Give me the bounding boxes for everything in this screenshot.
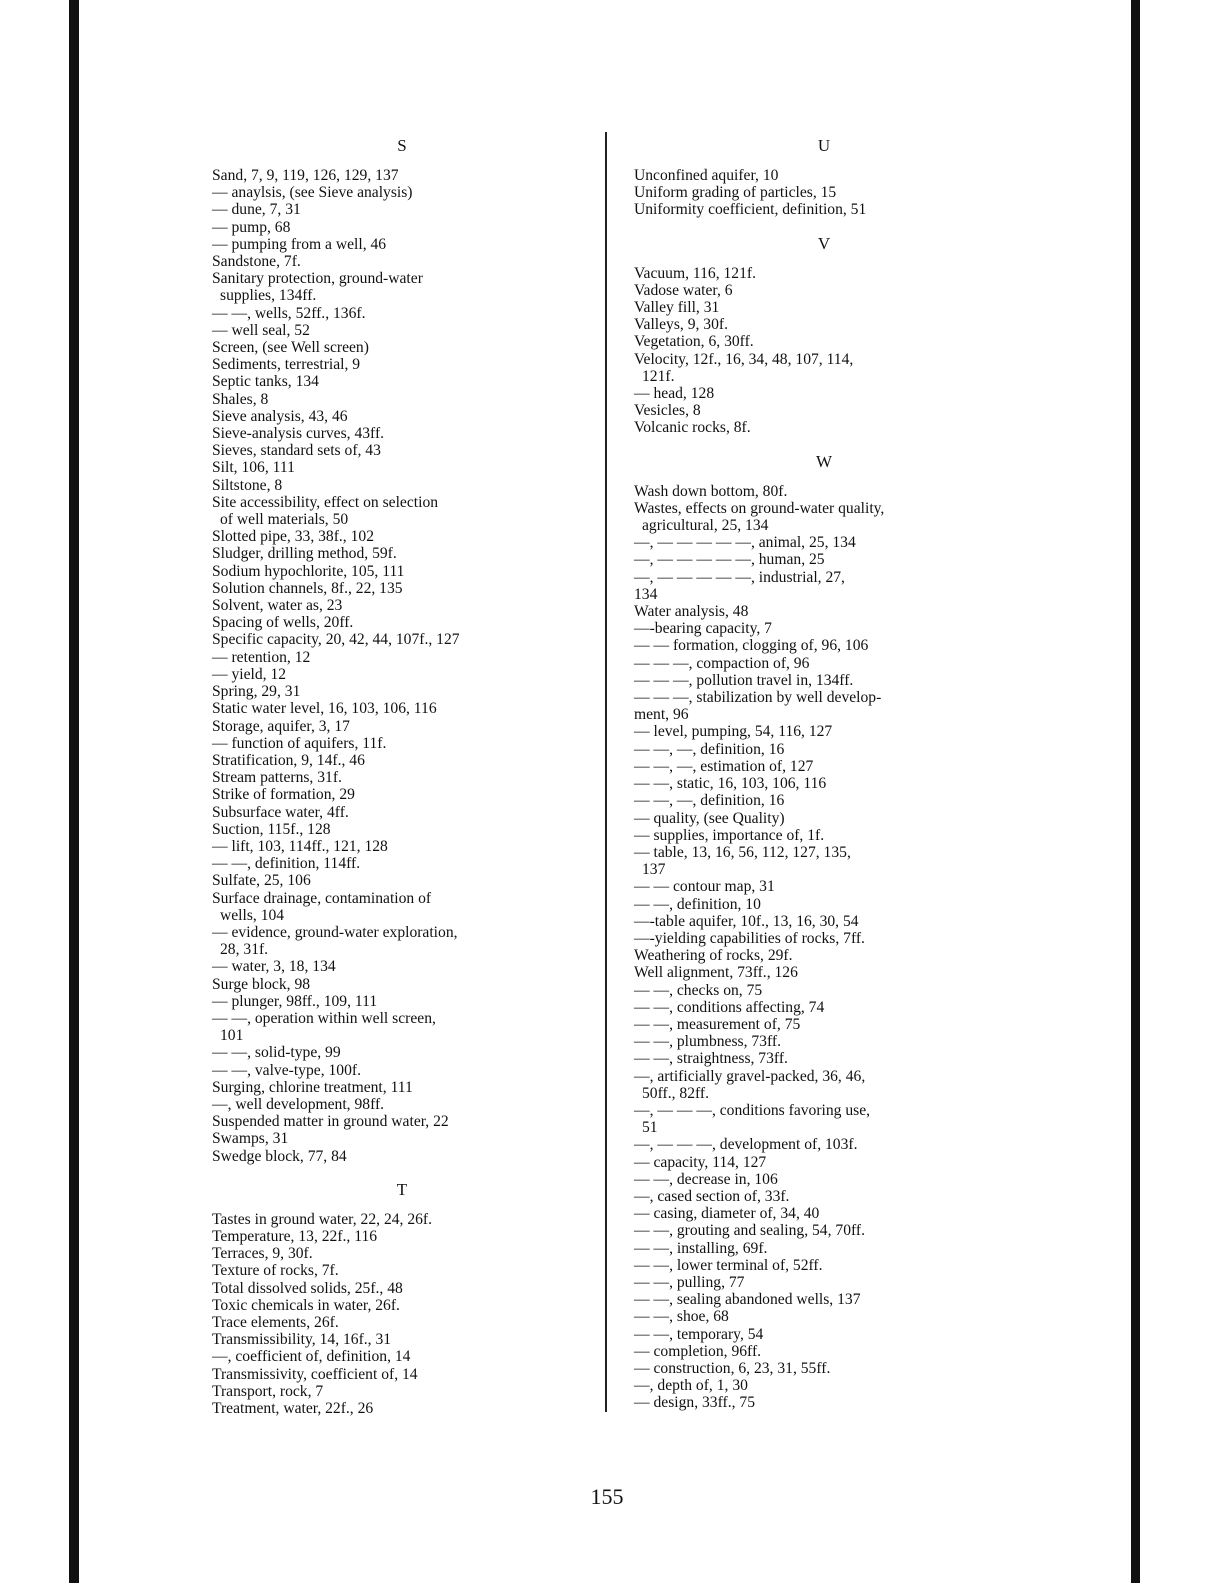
index-entry: — —, grouting and sealing, 54, 70ff. <box>634 1222 865 1240</box>
index-entry: Transmissibility, 14, 16f., 31 <box>212 1331 392 1349</box>
index-entry: — —, —, definition, 16 <box>634 792 785 810</box>
index-entry: — — formation, clogging of, 96, 106 <box>634 637 869 655</box>
index-entry: Valley fill, 31 <box>634 299 720 317</box>
index-entry: Suspended matter in ground water, 22 <box>212 1113 449 1131</box>
index-entry: Sand, 7, 9, 119, 126, 129, 137 <box>212 167 399 184</box>
index-entry: Tastes in ground water, 22, 24, 26f. <box>212 1210 433 1228</box>
index-entry: —-yielding capabilities of rocks, 7ff. <box>634 929 865 947</box>
index-entry: Total dissolved solids, 25f., 48 <box>212 1279 403 1297</box>
index-column-right <box>634 135 1014 1412</box>
index-column-left <box>212 135 592 1417</box>
index-entry: — —, operation within well screen, <box>212 1009 436 1027</box>
index-entry-continuation: 137 <box>642 861 666 879</box>
index-entry: — —, —, estimation of, 127 <box>634 757 814 775</box>
index-entry: —, — — — — —, human, 25 <box>634 551 825 569</box>
index-entry: — —, straightness, 73ff. <box>634 1050 788 1068</box>
index-entry: — water, 3, 18, 134 <box>212 958 336 976</box>
index-entry: Siltstone, 8 <box>212 476 283 494</box>
index-entry: Sodium hypochlorite, 105, 111 <box>212 562 405 580</box>
index-entry: Shales, 8 <box>212 390 269 408</box>
index-entry: — supplies, importance of, 1f. <box>634 826 825 844</box>
index-entry: — —, definition, 114ff. <box>212 855 361 873</box>
index-entry: — completion, 96ff. <box>634 1342 762 1360</box>
section-letter: T <box>396 1179 408 1199</box>
index-entry: — —, static, 16, 103, 106, 116 <box>634 775 827 793</box>
index-entry: — —, decrease in, 106 <box>634 1170 778 1188</box>
index-entry: —, well development, 98ff. <box>212 1095 385 1113</box>
index-entry: — —, definition, 10 <box>634 895 761 913</box>
index-entry: Surface drainage, contamination of <box>212 889 432 907</box>
section-letter: S <box>397 136 407 155</box>
index-entry: Sludger, drilling method, 59f. <box>212 545 397 563</box>
index-entry: — yield, 12 <box>212 665 287 683</box>
index-entry: — head, 128 <box>634 385 715 403</box>
index-entry: Sulfate, 25, 106 <box>212 872 311 890</box>
index-entry: Stream patterns, 31f. <box>212 769 342 787</box>
index-entry: Water analysis, 48 <box>634 603 749 621</box>
section-letter: U <box>817 136 831 155</box>
index-entry: —, — — —, conditions favoring use, <box>634 1101 871 1119</box>
index-entry: Swamps, 31 <box>212 1130 289 1148</box>
index-entry: —, — — — — —, animal, 25, 134 <box>634 534 856 552</box>
index-entry-continuation: wells, 104 <box>220 906 285 924</box>
column-divider <box>605 132 607 1412</box>
index-entry: Sediments, terrestrial, 9 <box>212 356 361 374</box>
index-entry: Sieves, standard sets of, 43 <box>212 442 381 460</box>
index-entry: Uniformity coefficient, definition, 51 <box>634 201 867 219</box>
index-entry: Sieve-analysis curves, 43ff. <box>212 425 385 443</box>
index-entry: Valleys, 9, 30f. <box>634 316 728 334</box>
index-entry: Storage, aquifer, 3, 17 <box>212 717 350 735</box>
index-entry: —-bearing capacity, 7 <box>634 620 772 638</box>
index-entry: Suction, 115f., 128 <box>212 820 331 838</box>
index-entry: Toxic chemicals in water, 26f. <box>212 1296 400 1314</box>
index-entry: Well alignment, 73ff., 126 <box>634 964 798 982</box>
index-entry: Trace elements, 26f. <box>212 1314 339 1331</box>
index-entry: Septic tanks, 134 <box>212 373 319 391</box>
scan-edge-left <box>69 0 79 1583</box>
index-entry: Screen, (see Well screen) <box>212 339 369 357</box>
index-entry: — —, plumbness, 73ff. <box>634 1033 781 1051</box>
index-entry: Vadose water, 6 <box>634 281 733 299</box>
index-entry: Wastes, effects on ground-water quality, <box>634 499 885 517</box>
index-entry: —, cased section of, 33f. <box>634 1187 790 1205</box>
index-entry: — —, conditions affecting, 74 <box>634 998 825 1016</box>
index-entry: Solution channels, 8f., 22, 135 <box>212 579 403 597</box>
index-entry-continuation: 50ff., 82ff. <box>642 1084 709 1102</box>
index-entry: — —, sealing abandoned wells, 137 <box>634 1291 861 1309</box>
index-entry: — anaylsis, (see Sieve analysis) <box>212 184 413 202</box>
index-entry: — —, shoe, 68 <box>634 1308 729 1326</box>
index-entry-continuation: of well materials, 50 <box>220 511 349 529</box>
index-entry: Surging, chlorine treatment, 111 <box>212 1078 413 1096</box>
index-entry: —-table aquifer, 10f., 13, 16, 30, 54 <box>634 912 859 930</box>
index-entry: — retention, 12 <box>212 648 311 666</box>
index-entry-continuation: 51 <box>642 1119 658 1137</box>
index-entry: —, artificially gravel-packed, 36, 46, <box>634 1067 866 1085</box>
index-entry: Stratification, 9, 14f., 46 <box>212 751 365 769</box>
index-entry: — — contour map, 31 <box>634 878 775 896</box>
index-entry: Spacing of wells, 20ff. <box>212 614 354 632</box>
index-entry: Specific capacity, 20, 42, 44, 107f., 127 <box>212 631 460 649</box>
index-entry: — level, pumping, 54, 116, 127 <box>634 723 833 741</box>
index-entry: Solvent, water as, 23 <box>212 597 343 615</box>
index-entry: 134 <box>634 585 658 603</box>
index-entry: — — —, pollution travel in, 134ff. <box>634 671 854 689</box>
index-entry: — —, —, definition, 16 <box>634 740 785 758</box>
index-entry-continuation: supplies, 134ff. <box>220 287 317 305</box>
index-entry: Sandstone, 7f. <box>212 253 301 271</box>
index-entry: — —, temporary, 54 <box>634 1325 764 1343</box>
index-entry-continuation: 101 <box>220 1027 244 1045</box>
index-entry: Unconfined aquifer, 10 <box>634 167 779 184</box>
index-entry: — —, pulling, 77 <box>634 1273 745 1291</box>
index-entry: — —, valve-type, 100f. <box>212 1061 361 1079</box>
index-entry: —, depth of, 1, 30 <box>634 1377 748 1395</box>
index-entry: —, coefficient of, definition, 14 <box>212 1348 411 1366</box>
index-entry: Weathering of rocks, 29f. <box>634 947 793 965</box>
index-entry: — pump, 68 <box>212 218 291 236</box>
index-entry: —, — — —, development of, 103f. <box>634 1136 858 1154</box>
index-entry: Transmissivity, coefficient of, 14 <box>212 1365 418 1383</box>
index-entry: Site accessibility, effect on selection <box>212 493 439 511</box>
index-entry: Velocity, 12f., 16, 34, 48, 107, 114, <box>634 350 854 368</box>
index-entry: Vacuum, 116, 121f. <box>634 264 756 282</box>
index-entry: — function of aquifers, 11f. <box>212 734 387 752</box>
scan-edge-right <box>1131 0 1140 1583</box>
index-entry: Vegetation, 6, 30ff. <box>634 333 754 351</box>
index-entry: Wash down bottom, 80f. <box>634 482 788 500</box>
index-entry: Swedge block, 77, 84 <box>212 1147 347 1165</box>
index-entry: — —, checks on, 75 <box>634 981 763 999</box>
index-entry: — — —, stabilization by well develop- <box>634 689 882 707</box>
section-letter: W <box>815 451 833 471</box>
index-entry: — quality, (see Quality) <box>634 809 785 827</box>
index-entry: — —, wells, 52ff., 136f. <box>212 304 366 322</box>
page-number: 155 <box>590 1484 624 1509</box>
index-entry: — capacity, 114, 127 <box>634 1153 767 1171</box>
index-entry: — casing, diameter of, 34, 40 <box>634 1205 820 1223</box>
index-entry: — design, 33ff., 75 <box>634 1394 755 1412</box>
index-entry: — plunger, 98ff., 109, 111 <box>212 992 378 1010</box>
index-entry: Terraces, 9, 30f. <box>212 1245 313 1263</box>
index-entry: Transport, rock, 7 <box>212 1382 324 1400</box>
index-entry: Vesicles, 8 <box>634 402 701 420</box>
index-entry: — —, measurement of, 75 <box>634 1015 801 1033</box>
index-entry: Texture of rocks, 7f. <box>212 1262 339 1280</box>
index-entry: —, — — — — —, industrial, 27, <box>634 568 845 586</box>
index-entry: Treatment, water, 22f., 26 <box>212 1400 374 1418</box>
index-entry: — pumping from a well, 46 <box>212 235 387 253</box>
index-entry: Sanitary protection, ground-water <box>212 270 423 288</box>
index-entry: — well seal, 52 <box>212 321 310 339</box>
index-entry-continuation: 28, 31f. <box>220 941 269 959</box>
index-entry: Temperature, 13, 22f., 116 <box>212 1227 378 1245</box>
index-entry: — evidence, ground-water exploration, <box>212 923 458 941</box>
index-entry: Sieve analysis, 43, 46 <box>212 407 348 425</box>
index-entry: Uniform grading of particles, 15 <box>634 184 837 202</box>
index-entry: Static water level, 16, 103, 106, 116 <box>212 700 437 718</box>
section-letter: V <box>817 233 831 253</box>
index-entry: — —, solid-type, 99 <box>212 1044 341 1062</box>
index-entry: — lift, 103, 114ff., 121, 128 <box>212 837 388 855</box>
index-entry: Strike of formation, 29 <box>212 786 355 804</box>
index-entry: ment, 96 <box>634 706 689 724</box>
index-entry: — dune, 7, 31 <box>212 201 301 219</box>
index-entry: — — —, compaction of, 96 <box>634 654 810 672</box>
index-entry: — construction, 6, 23, 31, 55ff. <box>634 1360 831 1377</box>
index-entry: Spring, 29, 31 <box>212 683 301 701</box>
index-entry: — table, 13, 16, 56, 112, 127, 135, <box>634 843 851 861</box>
index-entry: Volcanic rocks, 8f. <box>634 419 751 437</box>
index-entry: Subsurface water, 4ff. <box>212 803 349 821</box>
index-entry: — —, installing, 69f. <box>634 1239 768 1257</box>
index-entry: — —, lower terminal of, 52ff. <box>634 1256 823 1274</box>
index-entry: Silt, 106, 111 <box>212 459 295 477</box>
index-entry: Slotted pipe, 33, 38f., 102 <box>212 528 374 546</box>
index-entry-continuation: 121f. <box>642 367 675 385</box>
index-entry: Surge block, 98 <box>212 975 311 993</box>
index-entry-continuation: agricultural, 25, 134 <box>642 517 769 535</box>
